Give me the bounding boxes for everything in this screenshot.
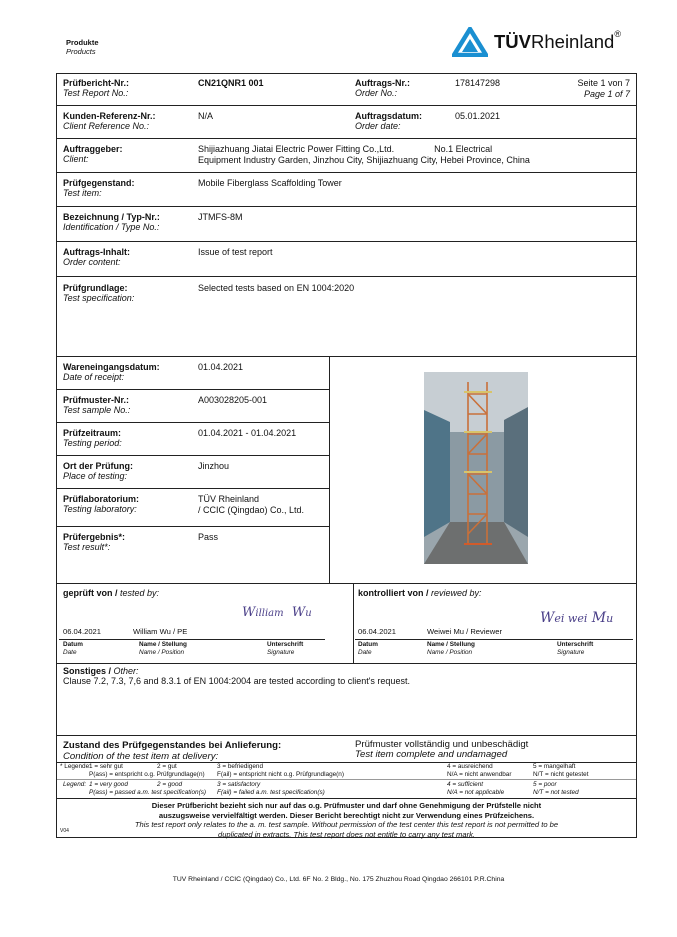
legend-en-nt: N/T = not tested <box>533 789 579 796</box>
disclaimer-en-2: duplicated in extracts. This test report does not entitle to carry any test mark. <box>217 829 476 839</box>
legend-de-3: 3 = befriedigend <box>217 763 264 770</box>
legend-en-1: 1 = very good <box>89 781 128 788</box>
reviewed-by-label: kontrolliert von / reviewed by: <box>358 588 482 598</box>
content-label: Auftrags-Inhalt: Order content: <box>63 247 130 267</box>
legend-en-4: 4 = sufficient <box>447 781 484 788</box>
lab-label: Prüflaboratorium: Testing laboratory: <box>63 494 140 514</box>
receipt-value: 01.04.2021 <box>198 362 244 372</box>
row-test-spec <box>57 277 636 357</box>
triangle-logo-icon <box>452 27 488 57</box>
products-de: Produkte <box>66 38 99 47</box>
client-ref-label: Kunden-Referenz-Nr.: Client Reference No.: <box>63 111 156 131</box>
client-ref-value: N/A <box>198 111 214 121</box>
reviewer-signature: Wei wei Mu <box>540 610 614 626</box>
row-signatures <box>57 584 636 664</box>
result-value: Pass <box>198 532 219 542</box>
row-report-no <box>57 74 636 106</box>
other-text: Clause 7.2, 7.3, 7,6 and 8.3.1 of EN 1004:2004 are tested according to client's request. <box>63 676 410 686</box>
signature-divider <box>353 584 354 663</box>
row-sample <box>57 390 329 423</box>
row-order-content <box>57 242 636 277</box>
place-value: Jinzhou <box>198 461 230 471</box>
period-value: 01.04.2021 - 01.04.2021 <box>198 428 297 438</box>
tested-date-caption: Datum Date <box>63 641 83 656</box>
products-en: Products <box>66 47 96 56</box>
legend-label-de: * Legende: <box>60 763 91 770</box>
row-test-item <box>57 173 636 207</box>
client-value: Shijiazhuang Jiatai Electric Power Fitting Co.,Ltd. No.1 Electrical Equipment Industry Garden, Jinzhou City, Shijiazhuang City, Hebei Province, China <box>198 144 530 165</box>
reviewed-date: 06.04.2021 <box>358 627 397 636</box>
legend-en-na: N/A = not applicable <box>447 789 505 796</box>
tester-signature: William Wu <box>242 605 312 620</box>
order-no-label: Auftrags-Nr.: Order No.: <box>355 78 411 98</box>
report-frame <box>56 73 637 838</box>
ident-value: JTMFS-8M <box>198 212 243 222</box>
item-value: Mobile Fiberglass Scaffolding Tower <box>198 178 342 188</box>
legend-de-2: 2 = gut <box>157 763 177 770</box>
spec-label: Prüfgrundlage: Test specification: <box>63 283 135 303</box>
disclaimer-de-1: Dieser Prüfbericht bezieht sich nur auf das o.g. Prüfmuster und darf ohne Genehmigung der Prüfstelle nicht <box>151 801 542 810</box>
tuv-logo <box>452 25 644 59</box>
period-label: Prüfzeitraum: Testing period: <box>63 428 122 448</box>
reviewed-name: Weiwei Mu / Reviewer <box>427 627 502 636</box>
reviewed-underline <box>355 639 633 640</box>
report-no-value: CN21QNR1 001 <box>198 78 264 88</box>
condition-value: Prüfmuster vollständig und unbeschädigt Test item complete and undamaged <box>355 739 529 760</box>
row-lab <box>57 489 329 527</box>
test-item-photo <box>424 372 528 564</box>
disclaimer <box>57 801 636 839</box>
tested-date: 06.04.2021 <box>63 627 102 636</box>
client-label: Auftraggeber: Client: <box>63 144 123 164</box>
tested-name: William Wu / PE <box>133 627 188 636</box>
order-date-label: Auftragsdatum: Order date: <box>355 111 422 131</box>
disclaimer-de-2: auszugsweise vervielfältigt werden. Dieser Bericht berechtigt nicht zur Verwendung eines Prüfzeichens. <box>158 810 535 820</box>
row-client <box>57 139 636 173</box>
row-receipt <box>57 357 329 390</box>
legend-bottom-line <box>57 798 636 799</box>
products-label <box>66 38 99 56</box>
legend-de-fail: F(ail) = entspricht nicht o.g. Prüfgrundlage(n) <box>217 771 344 778</box>
order-no-value: 178147298 <box>455 78 501 88</box>
row-result <box>57 527 636 584</box>
legend-en-5: 5 = poor <box>533 781 557 788</box>
ident-label: Bezeichnung / Typ-Nr.: Identification / Type No.: <box>63 212 160 232</box>
row-identification <box>57 207 636 242</box>
legend-de-na: N/A = nicht anwendbar <box>447 771 512 778</box>
sample-label: Prüfmuster-Nr.: Test sample No.: <box>63 395 131 415</box>
receipt-label: Wareneingangsdatum: Date of receipt: <box>63 362 160 382</box>
disclaimer-en-1: This test report only relates to the a. m. test sample. Without permission of the test center this test report is not permitted to be <box>134 820 559 830</box>
legend-de-pass: P(ass) = entspricht o.g. Prüfgrundlage(n) <box>89 771 205 778</box>
row-place <box>57 456 329 489</box>
row-period <box>57 423 329 456</box>
legend-de-5: 5 = mangelhaft <box>533 763 576 770</box>
lab-value: TÜV Rheinland / CCIC (Qingdao) Co., Ltd. <box>198 494 305 515</box>
report-no-label: Prüfbericht-Nr.: Test Report No.: <box>63 78 130 98</box>
legend-en-2: 2 = good <box>157 781 183 788</box>
place-label: Ort der Prüfung: Place of testing: <box>63 461 133 481</box>
legend-en-3: 3 = satisfactory <box>217 781 261 788</box>
row-client-ref <box>57 106 636 139</box>
condition-label: Zustand des Prüfgegenstandes bei Anlieferung: Condition of the test item at delivery: <box>63 740 282 762</box>
order-date-value: 05.01.2021 <box>455 111 501 121</box>
other-label: Sonstiges / Other: <box>63 666 139 676</box>
legend-de-1: 1 = sehr gut <box>89 763 123 770</box>
legend-en-pass: P(ass) = passed a.m. test specification(s) <box>89 789 207 796</box>
legend-de-nt: N/T = nicht getestet <box>533 771 589 778</box>
legend-en-fail: F(ail) = failed a.m. test specification(s) <box>217 789 325 796</box>
tested-sig-caption: Unterschrift Signature <box>267 641 304 656</box>
spec-value: Selected tests based on EN 1004:2020 <box>198 283 355 293</box>
reviewed-date-caption: Datum Date <box>358 641 378 656</box>
legend-de-4: 4 = ausreichend <box>447 763 493 770</box>
footer-address: TUV Rheinland / CCIC (Qingdao) Co., Ltd. 6F No. 2 Bldg., No. 175 Zhuzhou Road Qingdao 266101 P.R.China <box>172 876 505 883</box>
legend-label-en: Legend: <box>63 781 87 788</box>
result-label: Prüfergebnis*: Test result*: <box>63 532 126 552</box>
tested-name-caption: Name / Stellung Name / Position <box>139 641 187 656</box>
logo-text: TÜVRheinland® <box>494 29 621 52</box>
row-other <box>57 664 636 736</box>
reviewed-sig-caption: Unterschrift Signature <box>557 641 594 656</box>
legend-mid-line <box>57 779 636 780</box>
sample-value: A003028205-001 <box>198 395 268 405</box>
content-value: Issue of test report <box>198 247 273 257</box>
page-number: Seite 1 von 7 Page 1 of 7 <box>577 78 630 99</box>
version-label: V04 <box>60 828 69 834</box>
item-label: Prüfgegenstand: Test item: <box>63 178 135 198</box>
tested-underline <box>59 639 325 640</box>
tested-by-label: geprüft von / tested by: <box>63 588 160 598</box>
scaffolding-photo-icon <box>424 372 528 564</box>
reviewed-name-caption: Name / Stellung Name / Position <box>427 641 475 656</box>
